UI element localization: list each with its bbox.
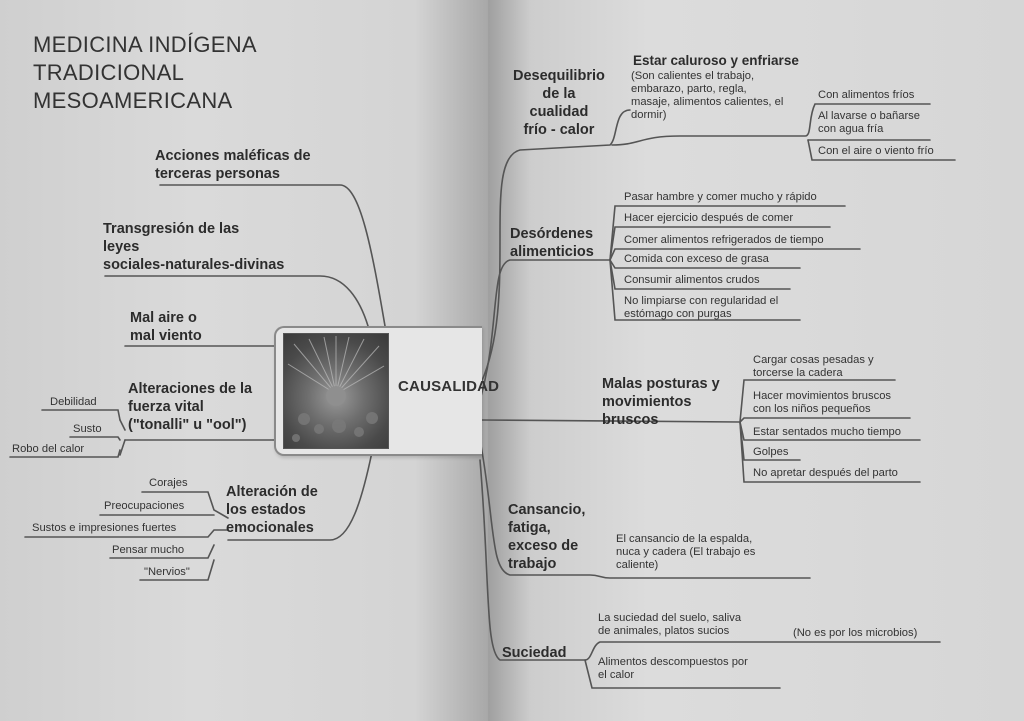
leaf-alimentos-descompuestos: Alimentos descompuestos por el calor [598, 656, 748, 681]
branch-estados-emocionales: Alteración de los estados emocionales [226, 484, 318, 536]
center-node [274, 326, 500, 456]
leaf-nervios: "Nervios" [144, 566, 190, 578]
leaf-debilidad: Debilidad [50, 396, 97, 408]
leaf-sentados: Estar sentados mucho tiempo [753, 426, 901, 438]
connector [70, 437, 120, 440]
branch-suciedad: Suciedad [502, 645, 567, 661]
sub-note-caluroso: (Son calientes el trabajo, embarazo, parto, regla, masaje, alimentos calientes, el dormir) [631, 70, 784, 121]
leaf-susto: Susto [73, 423, 102, 435]
leaf-pasar-hambre: Pasar hambre y comer mucho y rápido [624, 191, 817, 203]
leaf-cargar-cosas: Cargar cosas pesadas y torcerse la cadera [753, 354, 874, 379]
leaf-golpes: Golpes [753, 446, 789, 458]
leaf-robo-del-calor: Robo del calor [12, 443, 85, 455]
connector [740, 418, 910, 422]
leaf-alimentos-frios: Con alimentos fríos [818, 89, 915, 101]
leaf-purgas: No limpiarse con regularidad el estómago con purgas [624, 295, 779, 320]
leaf-ejercicio: Hacer ejercicio después de comer [624, 212, 794, 224]
leaf-aire-frio: Con el aire o viento frío [818, 145, 934, 157]
branch-desequilibrio: Desequilibrio de la cualidad frío - calor [513, 68, 605, 138]
center-label: CAUSALIDAD [398, 378, 500, 395]
branch-malas-posturas: Malas posturas y movimientos bruscos [602, 376, 720, 428]
leaf-movimientos-bruscos: Hacer movimientos bruscos con los niños pequeños [753, 390, 892, 415]
leaf-crudos: Consumir alimentos crudos [624, 274, 760, 286]
note-microbios: (No es por los microbios) [793, 627, 918, 639]
branch-cansancio: Cansancio, fatiga, exceso de trabajo [508, 502, 586, 572]
branch-desordenes: Desórdenes alimenticios [510, 226, 594, 260]
connector [120, 440, 125, 455]
leaf-corajes: Corajes [149, 477, 188, 489]
leaf-lavarse: Al lavarse o bañarse con agua fría [818, 110, 920, 135]
connector [120, 420, 125, 430]
page-title: MEDICINA INDÍGENA TRADICIONAL MESOAMERICANA [33, 32, 257, 113]
leaf-preocupaciones: Preocupaciones [104, 500, 185, 512]
leaf-no-apretar: No apretar después del parto [753, 467, 898, 479]
leaf-cansancio-espalda: El cansancio de la espalda, nuca y cadera (El trabajo es caliente) [616, 533, 756, 571]
center-illustration [283, 333, 389, 449]
leaf-refrigerados: Comer alimentos refrigerados de tiempo [624, 234, 824, 246]
leaf-pensar-mucho: Pensar mucho [112, 544, 185, 556]
branch-acciones-maleficas: Acciones maléficas de terceras personas [155, 148, 311, 182]
leaf-grasa: Comida con exceso de grasa [624, 253, 769, 265]
sub-estar-caluroso: Estar caluroso y enfriarse [633, 53, 799, 68]
branch-fuerza-vital: Alteraciones de la fuerza vital ("tonalli" u "ool") [128, 381, 253, 433]
leaf-suciedad-suelo: La suciedad del suelo, saliva de animales, platos sucios [598, 612, 742, 637]
leaf-sustos-impresiones: Sustos e impresiones fuertes [32, 522, 177, 534]
connector [42, 410, 120, 420]
sun-rays-illustration [284, 334, 388, 448]
branch-transgresion: Transgresión de las leyes sociales-naturales-divinas [103, 221, 285, 273]
branch-mal-aire: Mal aire o mal viento [130, 310, 202, 344]
